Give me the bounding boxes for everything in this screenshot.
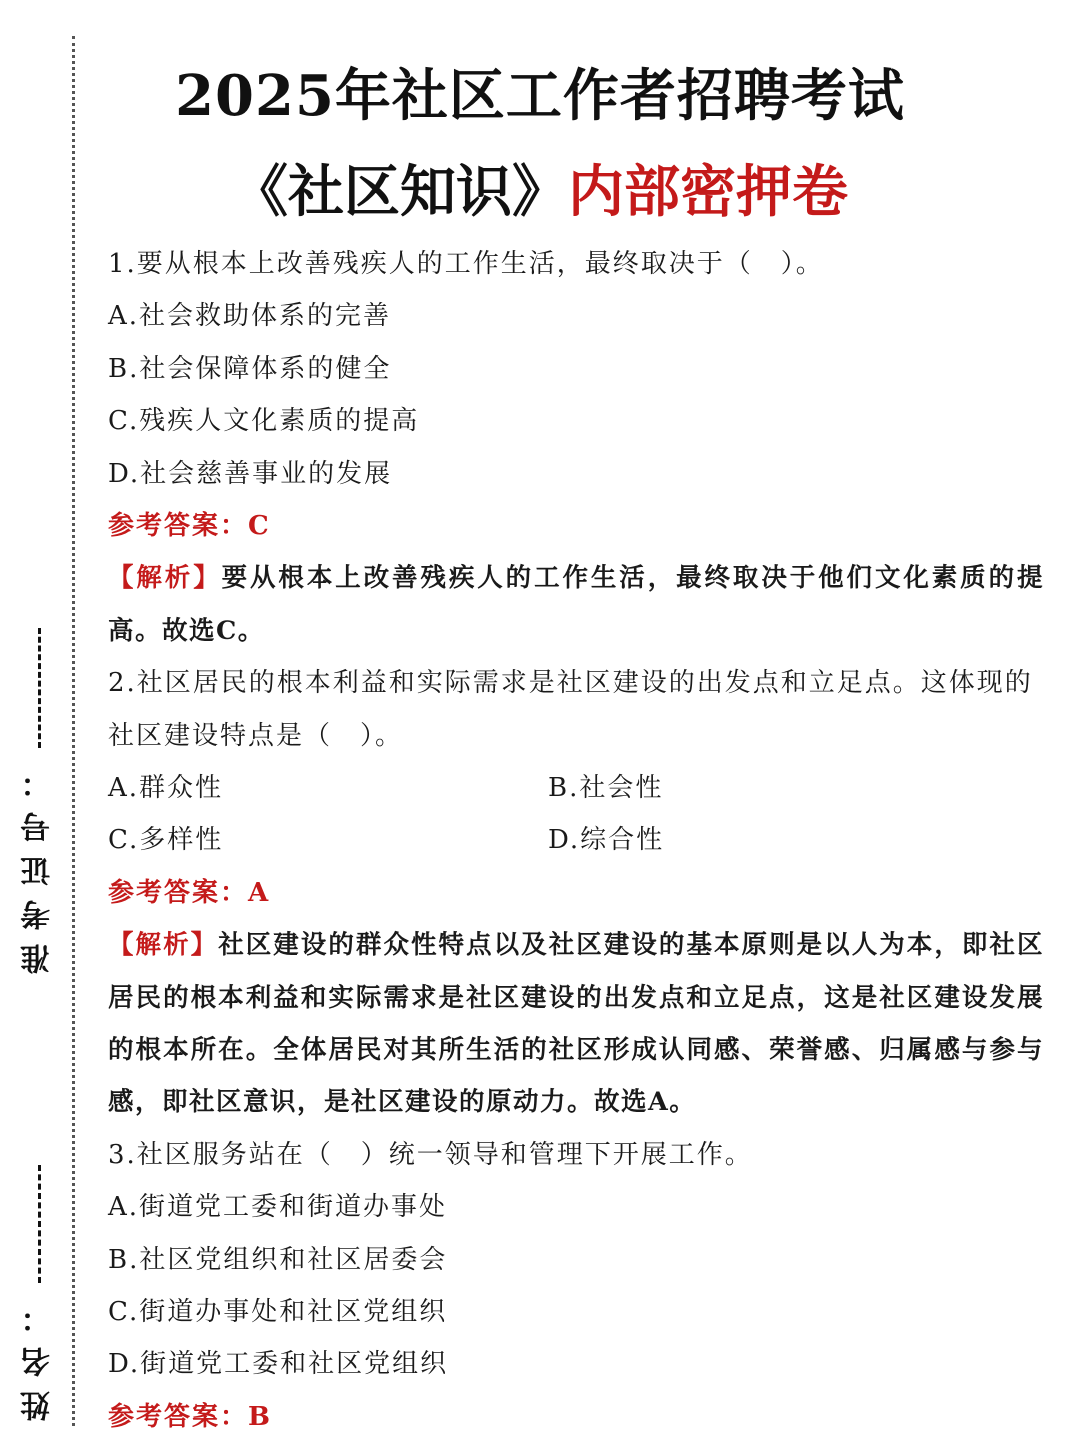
option-d: D.街道党工委和社区党组织 <box>108 1349 449 1380</box>
analysis <box>108 552 1044 657</box>
reference-answer: 参考答案：C <box>108 510 271 541</box>
option-a: A.街道党工委和街道办事处 <box>108 1192 448 1223</box>
subtitle-book: 《社区知识》 <box>232 159 568 225</box>
name-label: 姓名： <box>21 1289 56 1421</box>
analysis-text: 要从根本上改善残疾人的工作生活，最终取决于他们文化素质的提高。故选C。 <box>108 563 1044 646</box>
options-row <box>108 814 1044 866</box>
question-stem: 2.社区居民的根本利益和实际需求是社区建设的出发点和立足点。这体现的社区建设特点是（ ）。 <box>108 668 1033 751</box>
questions-content <box>108 238 1044 1443</box>
page-subtitle <box>0 148 1080 228</box>
option-b: B.社会性 <box>548 772 664 803</box>
question-2 <box>108 657 1044 1129</box>
question-1 <box>108 238 1044 657</box>
analysis <box>108 919 1044 1129</box>
options-row <box>108 762 1044 814</box>
binding-dotted-line <box>72 36 75 1426</box>
option-d: D.社会慈善事业的发展 <box>108 458 393 489</box>
page-title: 2025年社区工作者招聘考试 <box>175 63 905 129</box>
option-a: A.社会救助体系的完善 <box>108 301 392 332</box>
option-c: C.残疾人文化素质的提高 <box>108 406 420 437</box>
question-3 <box>108 1129 1044 1443</box>
analysis-tag: 【解析】 <box>108 930 219 961</box>
exam-number-field <box>14 628 64 974</box>
name-field <box>14 1165 64 1421</box>
option-a: A.群众性 <box>108 772 224 803</box>
question-stem: 3.社区服务站在（ ）统一领导和管理下开展工作。 <box>108 1139 753 1170</box>
option-d: D.综合性 <box>548 825 665 856</box>
exam-number-label: 准考证号： <box>21 754 56 974</box>
name-blank <box>38 1165 41 1283</box>
reference-answer: 参考答案：B <box>108 1401 272 1432</box>
reference-answer: 参考答案：A <box>108 877 271 908</box>
analysis-tag: 【解析】 <box>108 563 222 594</box>
question-stem: 1.要从根本上改善残疾人的工作生活，最终取决于（ ）。 <box>108 249 824 279</box>
subtitle-highlight: 内部密押卷 <box>568 159 848 225</box>
option-c: C.多样性 <box>108 825 224 856</box>
option-b: B.社会保障体系的健全 <box>108 353 392 384</box>
option-b: B.社区党组织和社区居委会 <box>108 1244 448 1275</box>
option-c: C.街道办事处和社区党组织 <box>108 1296 448 1327</box>
analysis-text: 社区建设的群众性特点以及社区建设的基本原则是以人为本，即社区居民的根本利益和实际需求是社区建设的出发点和立足点，这是社区建设发展的根本所在。全体居民对其所生活的社区形成认同感、荣誉感、归属感与参与感，即社区意识，是社区建设的原动力。故选A。 <box>108 930 1044 1118</box>
exam-number-blank <box>38 628 41 748</box>
